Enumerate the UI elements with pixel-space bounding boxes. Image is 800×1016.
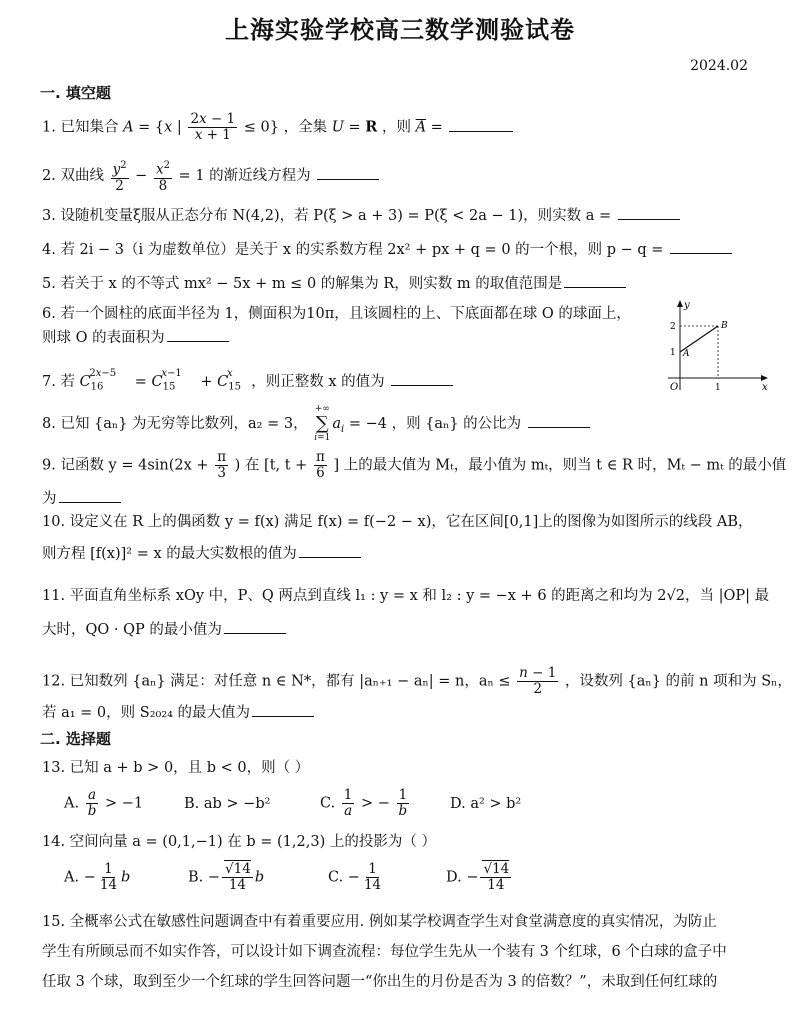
answer-blank[interactable]	[670, 239, 732, 254]
answer-blank[interactable]	[317, 165, 379, 180]
question-10: 10. 设定义在 R 上的偶函数 y = f(x) 满足 f(x) = f(−2 − x)，它在区间[0,1]上的图像为如图所示的线段 AB， 则方程 [f(x)]² = x 的最大实数根的值为	[42, 514, 753, 562]
y-label: y	[684, 300, 690, 311]
answer-blank[interactable]	[391, 371, 453, 386]
option-14-d[interactable]: D. − $\frac{√14}{14}$	[446, 861, 510, 893]
question-12: 12. 已知数列 {aₙ} 满足：对任意 n ∈ N*，都有 |aₙ₊₁ − aₙ| = n，aₙ ≤ $\frac{n - 1}{2}$ ，设数列 {aₙ} 的前 n 项和为 Sₙ， 若 a₁ = 0，则 S₂₀₂₄ 的最大值为	[42, 665, 792, 721]
question-9: 9. 记函数 y = 4sin(2x + $\frac{\pi}{3}$ ) 在 [t, t + $\frac{\pi}{6}$ ] 上的最大值为 Mₜ，最小值为 mₜ，则当 t ∈ R 时，Mₜ − mₜ 的最小值 为	[42, 449, 787, 507]
answer-blank[interactable]	[564, 273, 626, 288]
x-axis-arrow	[761, 375, 768, 381]
answer-blank[interactable]	[449, 117, 513, 132]
option-13-c[interactable]: C. $\frac{1}{a}$ > − $\frac{1}{b}$	[320, 787, 408, 819]
question-14: 14. 空间向量 a = (0,1,−1) 在 b = (1,2,3) 上的投影为（ ）	[42, 834, 436, 850]
tick-y-1: 1	[670, 348, 676, 358]
option-13-b[interactable]: B. ab > −b²	[184, 796, 271, 812]
answer-blank[interactable]	[167, 327, 229, 342]
origin-label: O	[670, 382, 679, 393]
answer-blank[interactable]	[528, 413, 590, 428]
x-label: x	[762, 382, 768, 393]
question-2: 2. 双曲线 $\frac{y^2}{2}$ − $\frac{x^2}{8}$ = 1 的渐近线方程为	[42, 158, 758, 194]
option-13-d[interactable]: D. a² > b²	[450, 796, 522, 812]
page-title: 上海实验学校高三数学测验试卷	[225, 16, 575, 44]
question-15: 15. 全概率公式在敏感性问题调查中有着重要应用. 例如某学校调查学生对食堂满意度的真实情况，为防止 学生有所顾忌而不如实作答，可以设计如下调查流程：每位学生先从一个装有 3 个红球，6 个白球的盒子中 任取 3 个球，取到至少一个红球的学生回答问题一“你出生的月份是否为 3 的倍数？”，未取到任何红球的	[42, 914, 727, 990]
option-14-c[interactable]: C. − $\frac{1}{14}$	[328, 861, 382, 893]
question-3: 3. 设随机变量ξ服从正态分布 N(4,2)，若 P(ξ > a + 3) = P(ξ < 2a − 1)，则实数 a =	[42, 204, 758, 228]
tick-x-1: 1	[715, 383, 721, 393]
section-fill-in: 一. 填空题	[40, 84, 111, 102]
option-14-a[interactable]: A. − $\frac{1}{14}$ b	[64, 861, 131, 893]
answer-blank[interactable]	[224, 619, 286, 634]
option-14-b[interactable]: B. − $\frac{√14}{14}$ b	[188, 861, 265, 893]
question-7: 7. 若 $C_{16}^{2x-5} = C_{15}^{x-1} + C_{15}^x$ ，则正整数 x 的值为	[42, 366, 758, 400]
answer-blank[interactable]	[59, 488, 121, 503]
question-11: 11. 平面直角坐标系 xOy 中，P、Q 两点到直线 l₁ : y = x 和 l₂ : y = −x + 6 的距离之和均为 2√2，当 |OP| 最 大时，QO · QP 的最小值为	[42, 588, 770, 638]
y-axis-arrow	[677, 300, 683, 307]
section-choice: 二. 选择题	[40, 730, 111, 748]
answer-blank[interactable]	[252, 702, 314, 717]
question-13: 13. 已知 a + b > 0，且 b < 0，则（ ）	[42, 760, 310, 776]
answer-blank[interactable]	[299, 543, 361, 558]
question-5: 5. 若关于 x 的不等式 mx² − 5x + m ≤ 0 的解集为 R，则实数 m 的取值范围是	[42, 272, 758, 296]
point-a-label: A	[683, 349, 690, 359]
question-8: 8. 已知 {aₙ} 为无穷等比数列，a₂ = 3， +∞ ∑ i=1 $a_i = -4$ ，则 {aₙ} 的公比为	[42, 404, 758, 444]
answer-blank[interactable]	[618, 205, 680, 220]
question-6: 6. 若一个圆柱的底面半径为 1，侧面积为10π，且该圆柱的上、下底面都在球 O 的球面上， 则球 O 的表面积为	[42, 306, 631, 346]
tick-y-2: 2	[670, 322, 676, 332]
point-b-label: B	[721, 321, 728, 331]
option-13-a[interactable]: A. $\frac{a}{b}$ > −1	[64, 787, 144, 819]
question-1: 1. 已知集合 A = {x | $\frac{2x - 1}{x + 1}$ ≤ 0} ，全集 U = R ，则 $\overline{A}$ =	[42, 112, 758, 143]
question-4: 4. 若 2i − 3（i 为虚数单位）是关于 x 的实系数方程 2x² + px + q = 0 的一个根，则 p − q =	[42, 238, 758, 262]
exam-date: 2024.02	[690, 58, 748, 74]
